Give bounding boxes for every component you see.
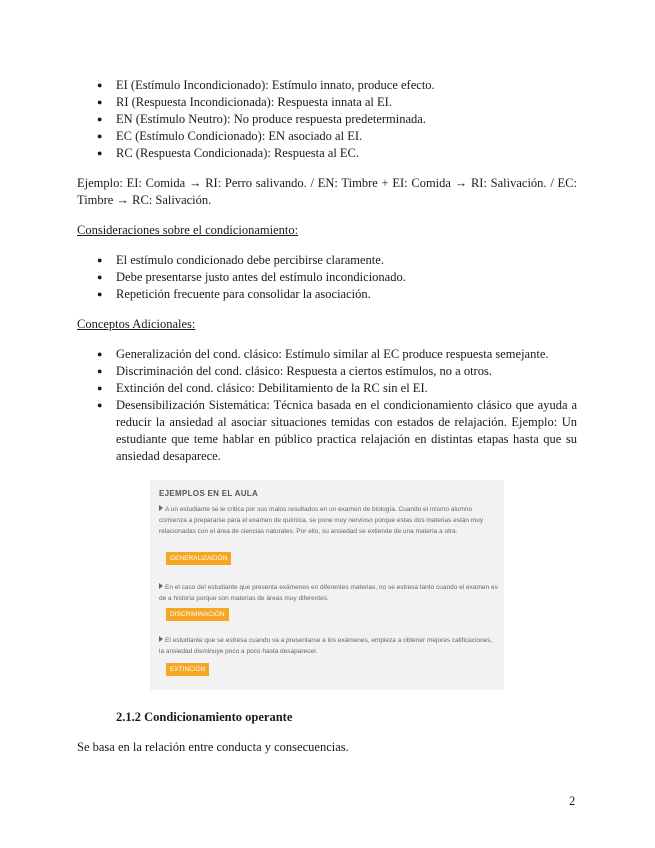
list-item: ● EN (Estímulo Neutro): No produce respuesta predeterminada.: [97, 111, 577, 128]
additional-concepts-list: [97, 346, 577, 465]
list-item: ● EI (Estímulo Incondicionado): Estímulo innato, produce efecto.: [97, 77, 577, 94]
list-item: ● EC (Estímulo Condicionado): EN asociado al EI.: [97, 128, 577, 145]
considerations-heading: Consideraciones sobre el condicionamiento:: [77, 223, 299, 237]
figure-tag-discrimination: DISCRIMINACIÓN: [166, 608, 229, 621]
list-item: ● Repetición frecuente para consolidar la asociación.: [97, 286, 577, 303]
classroom-examples-figure: [150, 480, 504, 690]
list-item: ● Debe presentarse justo antes del estímulo incondicionado.: [97, 269, 577, 286]
list-item: ● RI (Respuesta Incondicionada): Respuesta innata al EI.: [97, 94, 577, 111]
list-item: ● Desensibilización Sistemática: Técnica basada en el condicionamiento clásico que ayuda a reducir la ansiedad al asociar situaciones temidas con estados de relajación. Ejemplo: Un estudiante que teme hablar en público practica relajación en distintas etapas hasta que su ansiedad desaparece.: [97, 397, 577, 465]
triangle-bullet-icon: [159, 505, 163, 511]
figure-example-1: [159, 504, 499, 537]
figure-example-text: En el caso del estudiante que presenta exámenes en diferentes materias, no se estresa tanto cuando el examen es de a historia porque son materias de áreas muy diferentes.: [159, 584, 498, 602]
figure-title: EJEMPLOS EN EL AULA: [159, 489, 259, 498]
page-number: 2: [569, 794, 576, 808]
section-body: Se basa en la relación entre conducta y consecuencias.: [77, 740, 349, 754]
figure-tag-generalization: GENERALIZACIÓN: [166, 552, 231, 565]
figure-example-text: El estudiante que se estresa cuando va a presentarse a los exámenes, empieza a obtener mejores calificaciones, la ansiedad disminuye poco a poco hasta desaparecer.: [159, 637, 493, 655]
triangle-bullet-icon: [159, 636, 163, 642]
list-item: ● RC (Respuesta Condicionada): Respuesta al EC.: [97, 145, 577, 162]
list-item: ● Discriminación del cond. clásico: Respuesta a ciertos estímulos, no a otros.: [97, 363, 577, 380]
example-paragraph: Ejemplo: EI: Comida → RI: Perro salivando. / EN: Timbre + EI: Comida → RI: Salivación. / EC: Timbre → RC: Salivación.: [77, 176, 577, 207]
considerations-list: [97, 252, 577, 303]
definitions-list: [97, 77, 577, 162]
section-heading: 2.1.2 Condicionamiento operante: [116, 710, 293, 724]
figure-example-3: [159, 635, 499, 657]
figure-example-2: [159, 582, 499, 604]
figure-example-text: A un estudiante se le critica por sus malos resultados en un examen de biología. Cuando el mismo alumno comienza a prepararse para el examen de química, se pone muy nervioso porque estas dos materias están muy relacionadas con el área de ciencias naturales. Por ello, su ansiedad se extiende de una materia a otra.: [159, 506, 484, 535]
list-item: ● Extinción del cond. clásico: Debilitamiento de la RC sin el EI.: [97, 380, 577, 397]
list-item: ● El estímulo condicionado debe percibirse claramente.: [97, 252, 577, 269]
figure-tag-extinction: EXTINCIÓN: [166, 663, 209, 676]
triangle-bullet-icon: [159, 583, 163, 589]
additional-concepts-heading: Conceptos Adicionales:: [77, 317, 196, 331]
list-item: ● Generalización del cond. clásico: Estímulo similar al EC produce respuesta semejante.: [97, 346, 577, 363]
